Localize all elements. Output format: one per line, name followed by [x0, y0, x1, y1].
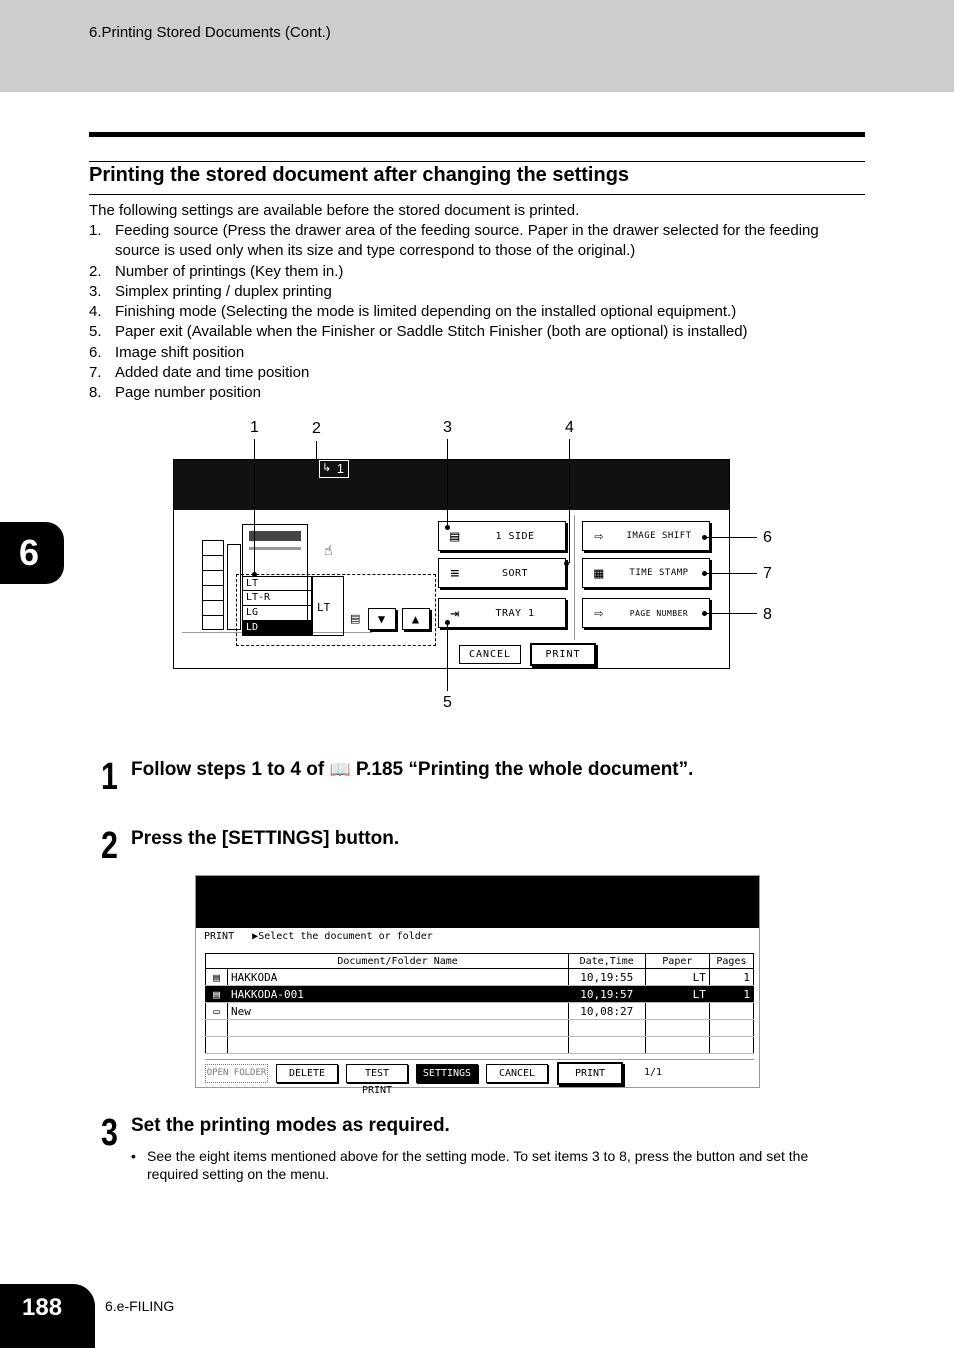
document-icon: ▤	[206, 969, 228, 986]
page-number-icon: ⇨	[594, 604, 604, 622]
table-row[interactable]	[206, 1037, 754, 1054]
step-number-1: 1	[101, 756, 118, 798]
section-rule-top	[89, 161, 865, 162]
leader-dot	[702, 571, 707, 576]
step-text-1: Follow steps 1 to 4 of 📖 P.185 “Printing the whole document”.	[131, 759, 694, 780]
step-text-2: Press the [SETTINGS] button.	[131, 828, 400, 849]
leader-line	[707, 537, 757, 538]
table-row[interactable]: ▤ HAKKODA 10,19:55 LT 1	[206, 969, 754, 986]
drawer-item[interactable]: LD	[242, 621, 312, 636]
print-button[interactable]: PRINT	[557, 1062, 623, 1085]
time-stamp-icon: ▦	[594, 564, 604, 582]
image-shift-icon: ⇨	[594, 527, 604, 545]
return-arrow-icon: ↳	[322, 462, 332, 474]
list-item: 2. Number of printings (Key them in.)	[89, 262, 344, 280]
cancel-button[interactable]: CANCEL	[459, 645, 521, 664]
step-number-2: 2	[101, 825, 118, 867]
scroll-up-button[interactable]	[402, 608, 430, 630]
leader-dot	[564, 561, 569, 566]
settings-screen-figure	[170, 415, 790, 715]
scroll-down-button[interactable]	[368, 608, 396, 630]
section-title: Printing the stored document after changing the settings	[89, 164, 630, 186]
document-icon: ▤	[206, 986, 228, 1003]
prompt-line: PRINT ▶Select the document or folder	[204, 931, 433, 942]
leader-dot	[445, 620, 450, 625]
leader-dot	[252, 572, 257, 577]
list-item: 5. Paper exit (Available when the Finisher or Saddle Stitch Finisher (both are optional) is installed)	[89, 323, 748, 341]
list-item: 8. Page number position	[89, 384, 261, 402]
leader-dot	[702, 611, 707, 616]
list-item: 1. Feeding source (Press the drawer area of the feeding source. Paper in the drawer selected for the feeding source is used only when its size and type correspond to those of the original.)	[89, 222, 819, 260]
chapter-tab: 6	[0, 522, 64, 584]
intro-text: The following settings are available before the stored document is printed.	[89, 202, 580, 219]
leader-line	[569, 439, 570, 563]
sort-button[interactable]: ≡ SORT	[438, 558, 566, 588]
callout-6: 6	[763, 529, 772, 546]
callout-1: 1	[250, 419, 259, 436]
section-rule-bottom	[89, 194, 865, 195]
settings-button[interactable]: SETTINGS	[416, 1064, 478, 1083]
column-header: Date,Time	[568, 954, 645, 969]
paper-exit-icon: ⇥	[450, 604, 460, 622]
list-item: 6. Image shift position	[89, 343, 245, 361]
panel-message-bar	[174, 460, 729, 510]
header-band	[0, 0, 954, 92]
list-item: 4. Finishing mode (Selecting the mode is limited depending on the installed optional equipment.)	[89, 303, 737, 321]
document-list-figure	[195, 875, 760, 1096]
panel-message-bar	[196, 876, 759, 928]
step-number-3: 3	[101, 1112, 118, 1154]
tray-button[interactable]: ⇥ TRAY 1	[438, 598, 566, 628]
step-note: • See the eight items mentioned above for the setting mode. To set items 3 to 8, press the button and set the required setting on the menu.	[131, 1148, 809, 1182]
callout-5: 5	[443, 694, 452, 711]
document-table	[205, 953, 754, 1054]
bullet-icon: •	[131, 1148, 136, 1164]
leader-dot	[702, 535, 707, 540]
column-header: Pages	[709, 954, 753, 969]
print-button[interactable]: PRINT	[530, 643, 596, 666]
drawer-item[interactable]: LG	[242, 606, 312, 621]
finisher-icon	[202, 540, 224, 630]
footer-chapter: 6.e-FILING	[105, 1298, 175, 1314]
triangle-down-icon: ▼	[377, 612, 387, 626]
drawer-item[interactable]: LT-R	[242, 591, 312, 606]
touch-panel	[173, 459, 730, 669]
table-row[interactable]: ▤ HAKKODA-001 10,19:57 LT 1	[206, 986, 754, 1003]
side-button[interactable]: ▤ 1 SIDE	[438, 521, 566, 551]
book-icon: 📖	[329, 760, 351, 779]
cancel-button[interactable]: CANCEL	[486, 1064, 548, 1083]
callout-7: 7	[763, 565, 772, 582]
triangle-up-icon: ▲	[411, 612, 421, 626]
list-item: 7. Added date and time position	[89, 364, 310, 382]
drawer-item[interactable]: LT	[242, 576, 312, 591]
column-header: Document/Folder Name	[228, 954, 569, 969]
leader-dot	[445, 525, 450, 530]
leader-line	[316, 441, 317, 459]
settings-list	[89, 221, 859, 404]
step-text-3: Set the printing modes as required.	[131, 1115, 450, 1136]
paper-stack-icon: ▤	[350, 613, 361, 625]
table-row[interactable]	[206, 1020, 754, 1037]
leader-line	[707, 613, 757, 614]
selected-paper-size: LT	[312, 576, 344, 636]
callout-3: 3	[443, 419, 452, 436]
column-header: Paper	[645, 954, 709, 969]
time-stamp-button[interactable]: ▦ TIME STAMP	[582, 558, 710, 588]
callout-8: 8	[763, 606, 772, 623]
table-row[interactable]: ▭ New 10,08:27	[206, 1003, 754, 1020]
document-icon: ▤	[450, 527, 460, 545]
test-print-button[interactable]: TEST PRINT	[346, 1064, 408, 1083]
list-item: 3. Simplex printing / duplex printing	[89, 282, 332, 300]
leader-line	[447, 623, 448, 691]
page-number-button[interactable]: ⇨ PAGE NUMBER	[582, 598, 710, 628]
delete-button[interactable]: DELETE	[276, 1064, 338, 1083]
copies-field[interactable]: ↳ 1	[319, 460, 349, 478]
open-folder-button[interactable]: OPEN FOLDER	[205, 1064, 268, 1083]
leader-line	[254, 439, 255, 575]
running-title: 6.Printing Stored Documents (Cont.)	[89, 24, 331, 41]
callout-2: 2	[312, 420, 321, 437]
callout-4: 4	[565, 419, 574, 436]
folder-icon: ▭	[206, 1003, 228, 1020]
page-indicator: 1/1	[644, 1067, 663, 1078]
leader-line	[447, 439, 448, 527]
page-number: 188	[0, 1284, 95, 1348]
section-rule-thick	[89, 132, 865, 137]
leader-line	[707, 573, 757, 574]
hand-pointer-icon: ☝	[324, 542, 333, 558]
image-shift-button[interactable]: ⇨ IMAGE SHIFT	[582, 521, 710, 551]
sort-icon: ≡	[450, 564, 460, 582]
